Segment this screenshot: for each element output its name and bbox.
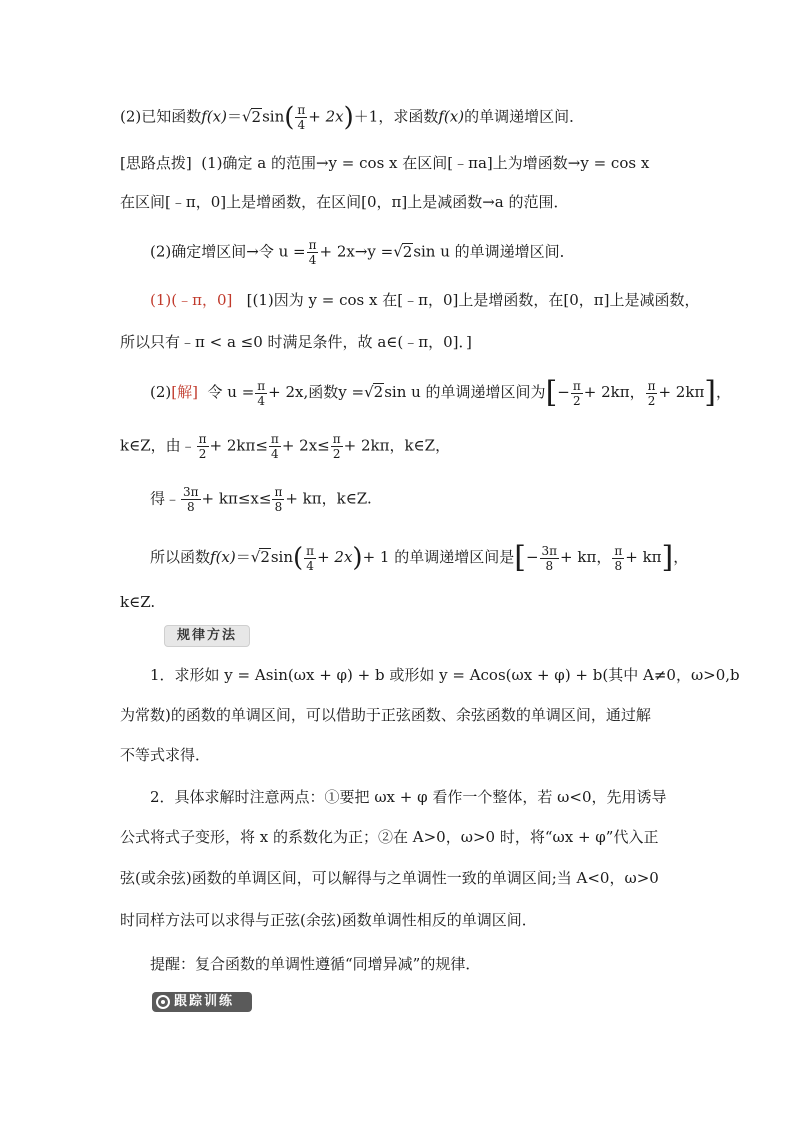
ans2-l2-c: + 2x≤ xyxy=(281,436,330,455)
q2-lparen: ( xyxy=(284,102,295,133)
ans2-l4-frac-3 xyxy=(612,544,624,573)
q2-plus1: ＋1，求函数 xyxy=(353,107,439,126)
hint-3-mid: + 2x→y = xyxy=(319,242,394,261)
answer-2-line-1: (2)[解] 令 u = $\frac{\pi}{4}$ + 2x,函数y =√2sin u 的单调递增区间为[− $\frac{\pi}{2}$ + 2kπ， $\frac{\pi}{2}$ + 2kπ]， xyxy=(150,375,732,410)
ans2-l3-a: 得﹣ xyxy=(150,489,181,508)
q2-fx: f(x) xyxy=(201,107,227,126)
ans2-l4-kpi: + kπ， xyxy=(560,548,612,566)
ans2-frac-3-num: π xyxy=(647,378,656,393)
method-badge: 规律方法 xyxy=(164,625,250,647)
q2-frac xyxy=(295,103,307,132)
ans2-l4-b: + 1 的单调递增区间是 xyxy=(362,548,515,566)
ans2-plus2x: + 2x, xyxy=(268,383,309,401)
ans2-sinu: sin u 的单调递增区间为 xyxy=(384,383,546,401)
ans2-l4-a: 所以函数 xyxy=(150,548,211,566)
ans2-l3-frac-1-num: 3π xyxy=(183,485,199,499)
answer-2-line-4: 所以函数f(x)＝√2sin( $\frac{\pi}{4}$ + 2x)+ 1 的单调递增区间是[− $\frac{3\pi}{8}$ + kπ， $\frac{\pi}{8}$ + kπ]， xyxy=(150,540,689,575)
method-tip: 提醒：复合函数的单调性遵循“同增异减”的规律． xyxy=(150,955,481,973)
hint-line-2: 在区间[﹣π，0]上是增函数，在区间[0，π]上是减函数→a 的范围． xyxy=(120,193,569,211)
ans2-pre: (2) xyxy=(150,383,172,401)
answer-1-result: (1)(﹣π，0] xyxy=(150,291,233,309)
method-p1-line-1: 1．求形如 y = Asin(ωx + φ) + b 或形如 y = Acos(ωx + φ) + b(其中 A≠0，ω>0,b xyxy=(150,666,740,684)
ans2-l3-frac-1-den: 8 xyxy=(186,500,195,514)
ans2-l4-neg: − xyxy=(525,548,539,566)
ans2-jie: [解] xyxy=(171,383,198,401)
ans2-plus2kpi-end: + 2kπ xyxy=(658,383,705,401)
answer-2-line-5: k∈Z. xyxy=(120,593,156,611)
ans2-l4-lbracket: [ xyxy=(514,540,526,575)
ans2-l4-rparen: ) xyxy=(352,543,363,573)
ans2-l3-c: + kπ，k∈Z. xyxy=(285,489,372,508)
hint-text-1: (1)确定 a 的范围→y = cos x 在区间[﹣πa]上为增函数→y = cos x xyxy=(201,154,650,172)
ans2-frac-2-num: π xyxy=(572,378,581,393)
ans2-l2-frac-2-num: π xyxy=(270,432,279,446)
method-p2-line-2: 公式将式子变形，将 x 的系数化为正；②在 A>0，ω>0 时，将“ωx + φ”代入正 xyxy=(120,828,659,846)
q2-sqrt2: 2 xyxy=(251,107,262,126)
ans2-l2-frac-2-den: 4 xyxy=(271,447,279,461)
method-p2-line-1: 2．具体求解时注意两点：①要把 ωx + φ 看作一个整体，若 ω<0，先用诱导 xyxy=(150,788,667,806)
ans2-frac-1 xyxy=(255,379,267,408)
ans2-frac-1-num: π xyxy=(257,378,266,393)
ans2-end-comma: ， xyxy=(716,383,732,401)
answer-1-text-1: [(1)因为 y = cos x 在[﹣π，0]上是增函数，在[0，π]上是减函数， xyxy=(246,291,700,309)
track-badge-label: 跟踪训练 xyxy=(174,994,235,1009)
ans2-l2-frac-3-num: π xyxy=(332,432,341,446)
ans2-l4-sin: sin xyxy=(270,548,294,566)
method-p2-line-3: 弦(或余弦)函数的单调区间，可以解得与之单调性一致的单调区间;当 A<0，ω>0 xyxy=(120,869,659,887)
ans2-neg: − xyxy=(557,383,570,401)
hint-3-frac-num: π xyxy=(308,238,317,252)
ans2-l4-frac-2-den: 8 xyxy=(545,558,554,573)
ans2-l4-rbracket: ] xyxy=(661,540,674,575)
q2-frac-den: 4 xyxy=(297,118,306,132)
q2-rparen: ) xyxy=(343,102,354,133)
ans2-l4-sqrt2: 2 xyxy=(260,548,270,566)
track-badge xyxy=(152,992,252,1012)
ans2-l2-d: + 2kπ，k∈Z， xyxy=(343,436,451,455)
hint-3-pre: (2)确定增区间→令 u = xyxy=(150,242,306,261)
ans2-sqrt2: 2 xyxy=(373,383,384,401)
q2-eq: ＝ xyxy=(226,107,242,126)
ans2-l4-frac-3-den: 8 xyxy=(614,558,623,573)
ans2-l3-b: + kπ≤x≤ xyxy=(201,489,272,508)
method-p1-line-3: 不等式求得． xyxy=(120,746,211,764)
ans2-l2-a: k∈Z，由﹣ xyxy=(120,436,196,455)
ans2-frac-2 xyxy=(571,379,583,408)
hint-3-sqrt2: 2 xyxy=(402,242,413,261)
ans2-l3-frac-1 xyxy=(181,485,201,514)
ans2-l4-frac-1 xyxy=(304,544,316,573)
ans2-l2-frac-3 xyxy=(331,432,343,461)
ans2-l3-frac-2-num: π xyxy=(274,485,283,499)
hint-3-post: sin u 的单调递增区间． xyxy=(413,242,575,261)
ans2-l2-b: + 2kπ≤ xyxy=(209,436,268,455)
ans2-l4-lparen: ( xyxy=(293,543,304,573)
ans2-func: 函数y = xyxy=(308,383,365,401)
ans2-l3-frac-2-den: 8 xyxy=(274,500,283,514)
ans2-l2-frac-3-den: 2 xyxy=(332,447,341,461)
answer-2-line-2 xyxy=(120,432,680,461)
ans2-l3-frac-2 xyxy=(272,485,284,514)
hint-3-frac-den: 4 xyxy=(308,253,317,267)
ans2-l4-frac-1-num: π xyxy=(306,543,315,558)
ans2-l2-frac-1-num: π xyxy=(198,432,207,446)
target-icon xyxy=(156,995,170,1009)
ans2-l4-plus2x: + 2x xyxy=(317,548,353,566)
ans2-ling: 令 u = xyxy=(207,383,255,401)
hint-3-frac xyxy=(307,238,319,267)
hint-line-3: (2)确定增区间→令 u = $\frac{\pi}{4}$ + 2x→y =√2sin u 的单调递增区间． xyxy=(150,238,575,267)
ans2-l4-kpi-end: + kπ xyxy=(625,548,662,566)
ans2-frac-3 xyxy=(646,379,658,408)
ans2-l2-frac-1 xyxy=(197,432,209,461)
ans2-l4-frac-3-num: π xyxy=(614,543,623,558)
answer-2-line-3 xyxy=(150,485,710,514)
ans2-rbracket: ] xyxy=(704,375,717,410)
ans2-frac-1-den: 4 xyxy=(257,393,266,408)
question-2: (2)已知函数f(x)＝√2sin( $\frac{\pi}{4}$ + 2x)＋1，求函数f(x)的单调递增区间． xyxy=(120,102,585,133)
ans2-l4-eq: ＝ xyxy=(235,548,251,566)
method-p1-line-2: 为常数)的函数的单调区间，可以借助于正弦函数、余弦函数的单调区间，通过解 xyxy=(120,706,651,724)
ans2-lbracket: [ xyxy=(545,375,558,410)
q2-plus2x: + 2x xyxy=(308,107,344,126)
ans2-l2-frac-1-den: 2 xyxy=(198,447,207,461)
method-p2-line-4: 时同样方法可以求得与正弦(余弦)函数单调性相反的单调区间． xyxy=(120,911,537,929)
ans2-frac-2-den: 2 xyxy=(572,393,581,408)
ans2-l2-frac-2 xyxy=(269,432,281,461)
ans2-plus2kpi: + 2kπ， xyxy=(583,383,645,401)
ans2-l4-frac-1-den: 4 xyxy=(306,558,314,573)
ans2-l4-fx: f(x) xyxy=(210,548,236,566)
q2-fx2: f(x) xyxy=(438,107,465,126)
q2-prefix: (2)已知函数 xyxy=(120,107,202,126)
ans2-frac-3-den: 2 xyxy=(647,393,656,408)
answer-1-line-2: 所以只有﹣π < a ≤0 时满足条件，故 a∈(﹣π，0]．] xyxy=(120,333,472,351)
ans2-l4-frac-2 xyxy=(540,544,560,573)
q2-sin: sin xyxy=(262,107,285,126)
q2-frac-num: π xyxy=(297,103,306,117)
q2-suffix: 的单调递增区间． xyxy=(464,107,585,126)
ans2-l4-end-comma: ， xyxy=(673,548,689,566)
ans2-l4-frac-2-num: 3π xyxy=(541,543,558,558)
hint-line-1 xyxy=(120,151,680,175)
answer-1-line-1 xyxy=(150,288,710,312)
hint-label: [思路点拨] xyxy=(120,154,192,172)
